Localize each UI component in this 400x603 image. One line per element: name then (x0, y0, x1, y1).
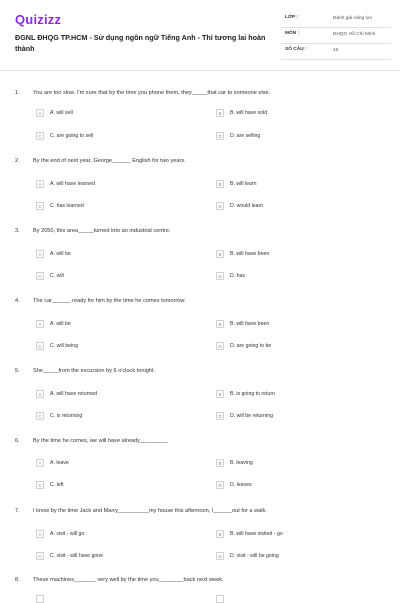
option-c[interactable] (36, 200, 196, 212)
question-number: 2. (15, 158, 20, 164)
option-text: B. will have visited - go (230, 531, 283, 537)
option-text: A. will be (50, 321, 71, 327)
option-letter-box: B (216, 459, 224, 467)
option-c[interactable] (36, 130, 196, 142)
option-b[interactable] (216, 318, 376, 330)
option-c[interactable] (36, 340, 196, 352)
question-text: These machines_______ very well by the time you________back next week. (33, 577, 224, 583)
option-letter-box: B (216, 109, 224, 117)
question-text: By the time he comes, we will have already_________ (33, 438, 168, 444)
option-text: C. has learned (50, 203, 84, 209)
option-letter-box: A (36, 320, 44, 328)
question-number: 6. (15, 438, 20, 444)
question-number: 4. (15, 298, 20, 304)
option-text: D. are selling (230, 133, 261, 139)
option-d[interactable] (216, 130, 376, 142)
meta-row-subject (281, 28, 391, 44)
option-text: A. leave (50, 460, 69, 466)
option-letter-box: D (216, 552, 224, 560)
option-letter-box: D (216, 202, 224, 210)
option-b[interactable] (216, 248, 376, 260)
option-b[interactable] (216, 388, 376, 400)
option-text: C. will (50, 273, 64, 279)
question-number: 8. (15, 577, 20, 583)
option-letter-box: A (36, 180, 44, 188)
option-a[interactable] (36, 457, 196, 469)
option-text: D. visit - will be going (230, 553, 279, 559)
option-letter-box: A (36, 459, 44, 467)
question-text: She_____from the excursion by 6 o'clock tonight. (33, 368, 156, 374)
option-letter-box: A (36, 250, 44, 258)
option-letter-box: A (36, 530, 44, 538)
option-d[interactable] (216, 410, 376, 422)
option-a[interactable] (36, 388, 196, 400)
option-letter-box: C (36, 481, 44, 489)
option-text: A. will have learned (50, 181, 95, 187)
option-d[interactable] (216, 200, 376, 212)
option-letter-box: A (36, 109, 44, 117)
option-c[interactable] (36, 479, 196, 491)
option-text: A. will sell (50, 110, 73, 116)
option-d[interactable] (216, 340, 376, 352)
question-text: The car______ ready for him by the time he comes tomorrow. (33, 298, 186, 304)
option-letter-box: A (36, 390, 44, 398)
question-number: 1. (15, 90, 20, 96)
option-text: C. visit - will have gone (50, 553, 104, 559)
option-letter-box: C (36, 202, 44, 210)
question-text: I know by the time Jack and Marry__________my house this afternoon, I______out for a walk. (33, 508, 267, 514)
question-number: 7. (15, 508, 20, 514)
option-d[interactable] (216, 270, 376, 282)
option-letter-box: D (216, 481, 224, 489)
option-letter-box: B (216, 250, 224, 258)
option-c[interactable] (36, 270, 196, 282)
meta-label: SỐ CÂU : (285, 47, 307, 52)
option-letter-box: C (36, 552, 44, 560)
option-letter-box: C (36, 412, 44, 420)
option-letter-box: D (216, 132, 224, 140)
meta-label: MÔN : (285, 31, 300, 36)
option-d[interactable] (216, 550, 376, 562)
meta-value: Đánh giá năng lực (333, 16, 373, 21)
header-divider (0, 70, 400, 71)
option-text: B. is going to return (230, 391, 275, 397)
option-letter-box: C (36, 272, 44, 280)
option-text: D. leaves (230, 482, 252, 488)
option-text: A. will have returned (50, 391, 97, 397)
option-text: D. has (230, 273, 245, 279)
question-text: By the end of next year, George______ English for two years. (33, 158, 186, 164)
option-letter-box-partial (36, 595, 44, 603)
option-text: C. left (50, 482, 64, 488)
option-text: C. is returning (50, 413, 83, 419)
quizizz-logo: Quizizz (15, 12, 62, 27)
meta-value: ĐHQG Hồ Chí Minh (333, 32, 376, 37)
question-text: You are too slow. I'm sure that by the time you phone them, they_____that car to someone else. (33, 90, 271, 96)
option-a[interactable] (36, 107, 196, 119)
option-text: D. are going to be (230, 343, 272, 349)
option-text: B. will learn (230, 181, 257, 187)
option-letter-box: D (216, 272, 224, 280)
option-letter-box-partial (216, 595, 224, 603)
option-b[interactable] (216, 457, 376, 469)
option-a[interactable] (36, 248, 196, 260)
option-text: C. will being (50, 343, 78, 349)
option-letter-box: B (216, 390, 224, 398)
question-number: 5. (15, 368, 20, 374)
option-a[interactable] (36, 178, 196, 190)
meta-row-count (281, 44, 391, 60)
option-text: C. are going to sell (50, 133, 94, 139)
question-number: 3. (15, 228, 20, 234)
meta-table (281, 12, 391, 60)
option-text: B. will have sold (230, 110, 268, 116)
option-text: D. will be returning (230, 413, 273, 419)
option-text: D. would learn (230, 203, 264, 209)
option-letter-box: B (216, 180, 224, 188)
meta-row-class (281, 12, 391, 28)
option-c[interactable] (36, 410, 196, 422)
option-letter-box: D (216, 342, 224, 350)
option-text: B. will have been (230, 251, 270, 257)
question-text: By 2050, this area_____turned into an industrial centre. (33, 228, 171, 234)
option-a[interactable] (36, 528, 196, 540)
option-c[interactable] (36, 550, 196, 562)
option-text: A. visit - will go (50, 531, 85, 537)
option-letter-box: C (36, 132, 44, 140)
meta-value: 10 (333, 48, 339, 53)
option-letter-box: D (216, 412, 224, 420)
option-b[interactable] (216, 528, 376, 540)
option-text: B. will have been (230, 321, 270, 327)
document-title: ĐGNL ĐHQG TP.HCM - Sử dụng ngôn ngữ Tiếng Anh - Thì tương lai hoàn thành (15, 33, 266, 53)
option-b[interactable] (216, 107, 376, 119)
option-text: A. will be (50, 251, 71, 257)
option-letter-box: C (36, 342, 44, 350)
option-d[interactable] (216, 479, 376, 491)
option-letter-box: B (216, 320, 224, 328)
meta-label: LỚP : (285, 15, 299, 20)
option-text: B. leaving (230, 460, 253, 466)
option-letter-box: B (216, 530, 224, 538)
option-b[interactable] (216, 178, 376, 190)
option-a[interactable] (36, 318, 196, 330)
